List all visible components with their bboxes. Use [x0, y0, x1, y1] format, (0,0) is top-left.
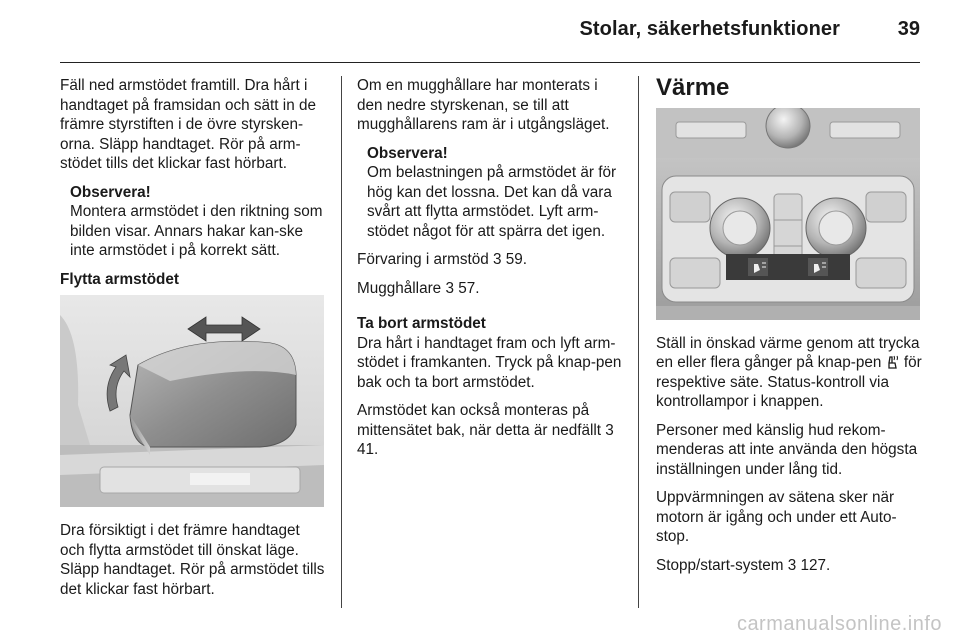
reference-page: 127. — [800, 556, 831, 574]
note-label: Observera! — [70, 183, 151, 201]
column-left — [60, 76, 326, 608]
paragraph: Dra försiktigt i det främre handtaget och flytta armstödet till önskat läge. Släpp handtaget. Rör på armstödet tills det klickar fast hörbart. — [60, 522, 325, 598]
page-title: Stolar, säkerhetsfunktioner — [579, 18, 840, 40]
note-box — [70, 183, 326, 261]
reference-text: Förvaring i armstöd — [357, 251, 489, 268]
reference-page: 57. — [458, 279, 480, 297]
cross-reference[interactable] — [357, 279, 625, 299]
paragraph — [656, 334, 922, 412]
column-right — [656, 76, 922, 584]
reference-arrow-icon: 3 — [605, 421, 614, 439]
paragraph-text: för respektive säte. Status-kontroll via kontrollampor i knappen. — [656, 354, 922, 410]
paragraph: Personer med känslig hud rekom-menderas att inte använda den högsta inställningen under lång tid. — [656, 421, 918, 478]
reference-arrow-icon: 3 — [493, 251, 502, 268]
subheading: Ta bort armstödet — [357, 315, 486, 332]
page-header — [60, 0, 920, 63]
paragraph: Fäll ned armstödet framtill. Dra hårt i handtaget på framsidan och sätt in de främre styrstiften i de övre styrsken-orna. Släpp handtaget. Rör på arm-stödet tills det klickar fast hörbart. — [60, 77, 316, 172]
column-divider — [638, 76, 639, 608]
reference-page: 59. — [505, 251, 528, 268]
subheading: Flytta armstödet — [60, 270, 179, 288]
cross-reference[interactable] — [357, 250, 625, 270]
reference-page[interactable]: 41. — [357, 441, 379, 458]
column-middle — [357, 76, 625, 469]
paragraph: Uppvärmningen av sätena sker när motorn är igång och under ett Auto-stop. — [656, 489, 897, 545]
climate-control-panel-figure — [656, 108, 920, 320]
reference-text: Mugghållare — [357, 279, 442, 297]
page-number: 39 — [897, 18, 920, 40]
reference-text: Stopp/start-system — [656, 556, 784, 574]
reference-arrow-icon: 3 — [787, 556, 797, 574]
note-text: Montera armstödet i den riktning som bilden visar. Annars hakar kan-ske inte armstödet i på korrekt sätt. — [70, 203, 323, 259]
watermark: carmanualsonline.info — [736, 613, 942, 635]
armrest-figure — [60, 295, 324, 507]
note-text: Om belastningen på armstödet är för hög kan det lossna. Det kan då vara svårt att flytta armstödet. Lyft arm-stödet något för att spärra det igen. — [367, 164, 617, 240]
cross-reference[interactable] — [656, 556, 922, 576]
section-heading: Värme — [656, 74, 730, 101]
reference-arrow-icon: 3 — [445, 279, 454, 297]
note-box — [367, 144, 625, 242]
paragraph — [357, 401, 625, 460]
column-divider — [341, 76, 342, 608]
paragraph: Dra hårt i handtaget fram och lyft arm-stödet i framkanten. Tryck på knap-pen bak och ta bort armstödet. — [357, 334, 622, 391]
paragraph-text: Ställ in önskad värme genom att trycka en eller flera gånger på knap-pen — [656, 334, 920, 371]
paragraph-text: Armstödet kan också monteras på mittensätet bak, när detta är nedfällt — [357, 402, 602, 439]
seat-heating-icon — [886, 355, 900, 369]
paragraph: Om en mugghållare har monterats i den nedre styrskenan, se till att mugghållarens ram är i utgångsläget. — [357, 77, 610, 133]
note-label: Observera! — [367, 144, 448, 162]
